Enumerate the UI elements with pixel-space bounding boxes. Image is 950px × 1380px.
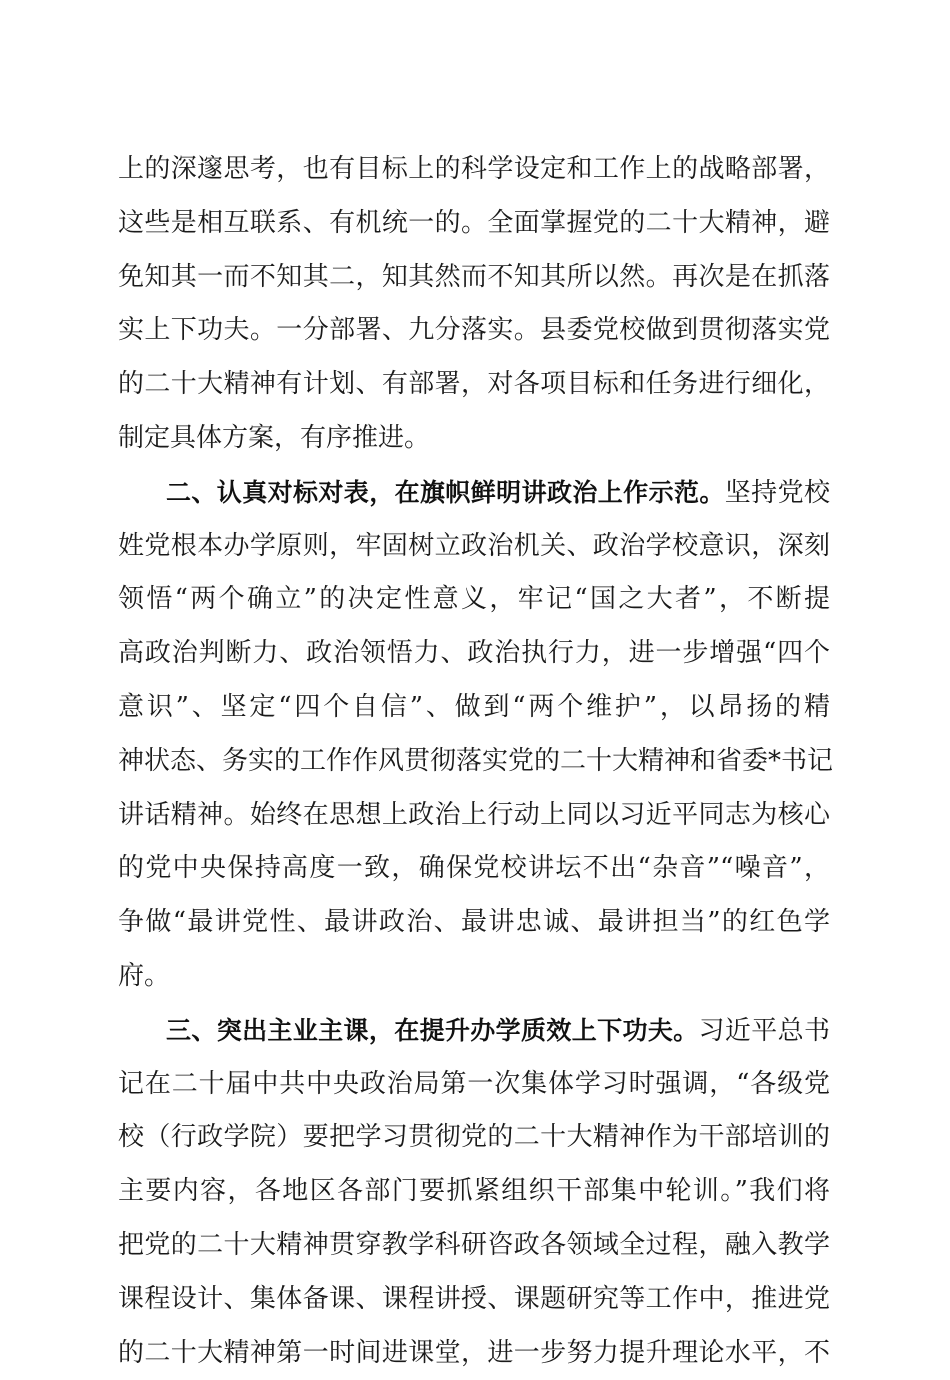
- paragraph-1-line-3: 免知其一而不知其二，知其然而不知其所以然。再次是在抓落: [118, 261, 830, 292]
- section-heading-2: 二、认真对标对表，在旗帜鲜明讲政治上作示范。: [166, 477, 725, 507]
- paragraph-2-line-10: 府。: [118, 960, 171, 991]
- paragraph-1-line-1: 上的深邃思考，也有目标上的科学设定和工作上的战略部署，: [118, 154, 830, 184]
- paragraph-2-line-8: 的党中央保持高度一致，确保党校讲坛不出“杂音”“噪音”，: [118, 853, 830, 884]
- paragraph-2-line-2: 姓党根本办学原则，牢固树立政治机关、政治学校意识，深刻: [118, 530, 830, 561]
- paragraph-2-line-5: 意识”、坚定“四个自信”、做到“两个维护”，以昂扬的精: [118, 691, 830, 722]
- paragraph-3-line-7: 的二十大精神第一时间进课堂，进一步努力提升理论水平，不: [118, 1337, 830, 1368]
- paragraph-2-line-6: 神状态、务实的工作作风贯彻落实党的二十大精神和省委*书记: [118, 745, 834, 776]
- paragraph-3-line-2: 记在二十届中共中央政治局第一次集体学习时强调，“各级党: [118, 1068, 830, 1099]
- section-heading-3: 三、突出主业主课，在提升办学质效上下功夫。: [166, 1015, 699, 1045]
- paragraph-2-line-3: 领悟“两个确立”的决定性意义，牢记“国之大者”，不断提: [118, 584, 830, 615]
- paragraph-1-line-2: 这些是相互联系、有机统一的。全面掌握党的二十大精神，避: [118, 207, 830, 238]
- paragraph-2-first-line: [118, 466, 830, 520]
- paragraph-1-line-6: 制定具体方案，有序推进。: [118, 422, 431, 453]
- paragraph-3-first-line: [118, 1004, 830, 1058]
- paragraph-1-line-5: 的二十大精神有计划、有部署，对各项目标和任务进行细化，: [118, 369, 830, 400]
- document-body: [118, 143, 834, 1380]
- paragraph-2-line-7: 讲话精神。始终在思想上政治上行动上同以习近平同志为核心: [118, 799, 830, 830]
- paragraph-3-line-3: 校（行政学院）要把学习贯彻党的二十大精神作为干部培训的: [118, 1122, 830, 1153]
- paragraph-3-line-5: 把党的二十大精神贯穿教学科研咨政各领域全过程，融入教学: [118, 1229, 830, 1260]
- paragraph-3-first-line-text: 习近平总书: [698, 1015, 830, 1046]
- paragraph-2-line-4: 高政治判断力、政治领悟力、政治执行力，进一步增强“四个: [118, 638, 830, 669]
- paragraph-1-line-4: 实上下功夫。一分部署、九分落实。县委党校做到贯彻落实党: [118, 315, 830, 346]
- paragraph-2-first-line-text: 坚持党校: [724, 477, 830, 508]
- paragraph-3-line-6: 课程设计、集体备课、课程讲授、课题研究等工作中，推进党: [118, 1283, 830, 1314]
- paragraph-2-line-9: 争做“最讲党性、最讲政治、最讲忠诚、最讲担当”的红色学: [118, 907, 830, 938]
- paragraph-3-line-4: 主要内容，各地区各部门要抓紧组织干部集中轮训。”我们将: [118, 1176, 830, 1207]
